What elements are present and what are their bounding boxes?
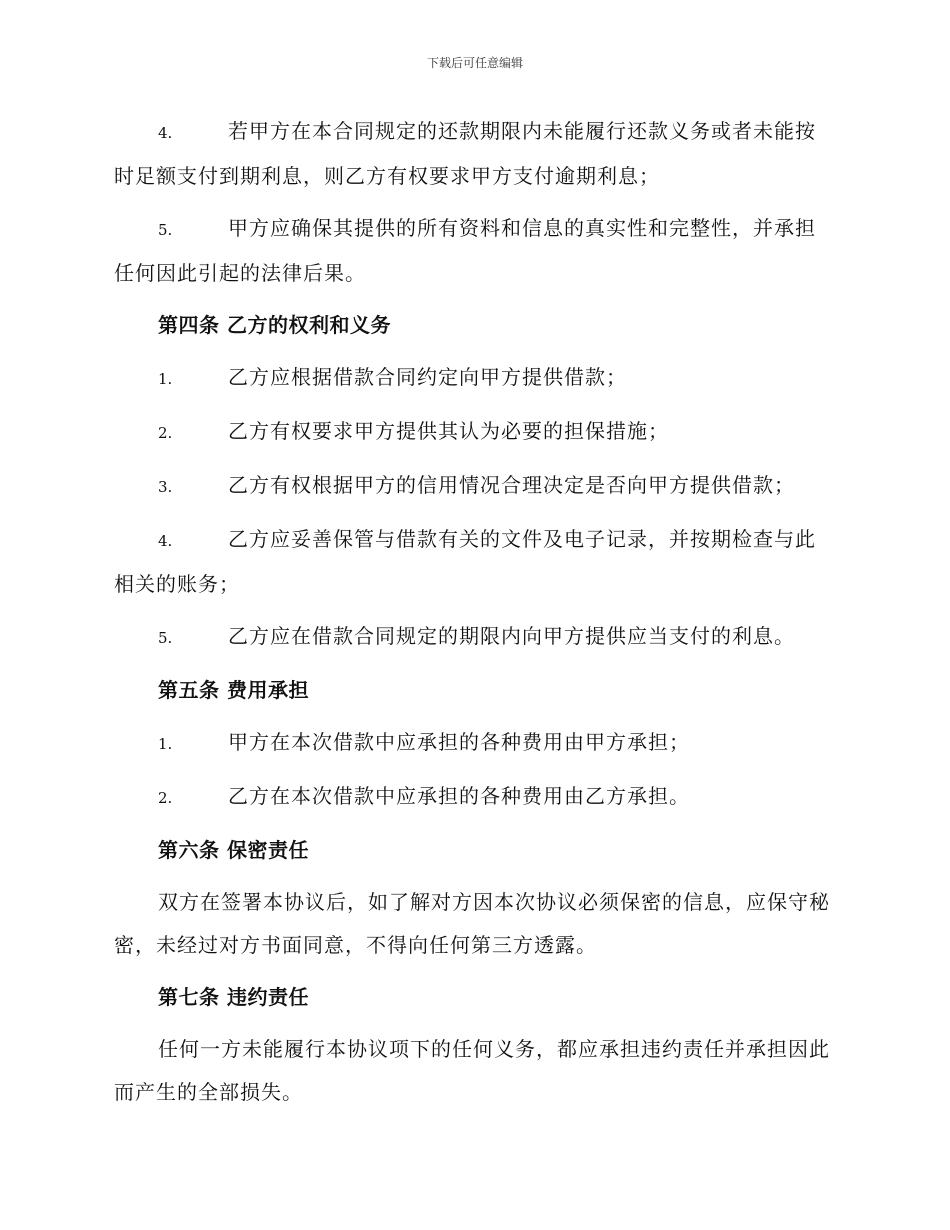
- item-number: 4.: [158, 532, 173, 550]
- item-number: 2.: [158, 789, 173, 807]
- item-number: 3.: [158, 478, 173, 496]
- section-heading: 第四条 乙方的权利和义务: [158, 313, 391, 337]
- item-text: 乙方有权要求甲方提供其认为必要的担保措施；: [228, 419, 669, 443]
- page-header: 下载后可任意编辑: [426, 56, 523, 70]
- clause-item: [114, 775, 836, 820]
- item-text: 甲方在本次借款中应承担的各种费用由甲方承担；: [228, 730, 690, 754]
- paragraph: 任何一方未能履行本协议项下的任何义务，都应承担违约责任并承担因此而产生的全部损失。: [114, 1037, 830, 1104]
- section-heading: 第六条 保密责任: [158, 838, 309, 862]
- clause-item: [114, 518, 836, 606]
- item-text: 乙方应根据借款合同约定向甲方提供借款；: [228, 365, 627, 389]
- item-number: 5.: [158, 629, 173, 647]
- item-number: 4.: [158, 124, 173, 142]
- clause-item: [114, 464, 836, 509]
- item-number: 1.: [158, 735, 173, 753]
- item-number: 5.: [158, 221, 173, 239]
- section-heading: 第五条 费用承担: [158, 678, 309, 702]
- item-number: 2.: [158, 424, 173, 442]
- clause-item: [114, 356, 836, 401]
- document-body: [114, 110, 836, 1114]
- item-text: 甲方应确保其提供的所有资料和信息的真实性和完整性，并承担任何因此引起的法律后果。: [114, 216, 816, 285]
- section-heading: 第七条 违约责任: [158, 985, 309, 1009]
- clause-item: [114, 110, 836, 198]
- item-text: 乙方在本次借款中应承担的各种费用由乙方承担。: [228, 784, 690, 808]
- item-text: 乙方应在借款合同规定的期限内向甲方提供应当支付的利息。: [228, 624, 795, 648]
- item-text: 若甲方在本合同规定的还款期限内未能履行还款义务或者未能按时足额支付到期利息，则乙方有权要求甲方支付逾期利息；: [114, 119, 816, 188]
- clause-item: [114, 721, 836, 766]
- clause-item: [114, 615, 836, 660]
- clause-item: [114, 207, 836, 295]
- item-number: 1.: [158, 370, 173, 388]
- clause-item: [114, 410, 836, 455]
- paragraph: 双方在签署本协议后，如了解对方因本次协议必须保密的信息，应保守秘密，未经过对方书面同意，不得向任何第三方透露。: [114, 890, 830, 957]
- item-text: 乙方应妥善保管与借款有关的文件及电子记录，并按期检查与此相关的账务；: [114, 527, 816, 596]
- item-text: 乙方有权根据甲方的信用情况合理决定是否向甲方提供借款；: [228, 473, 795, 497]
